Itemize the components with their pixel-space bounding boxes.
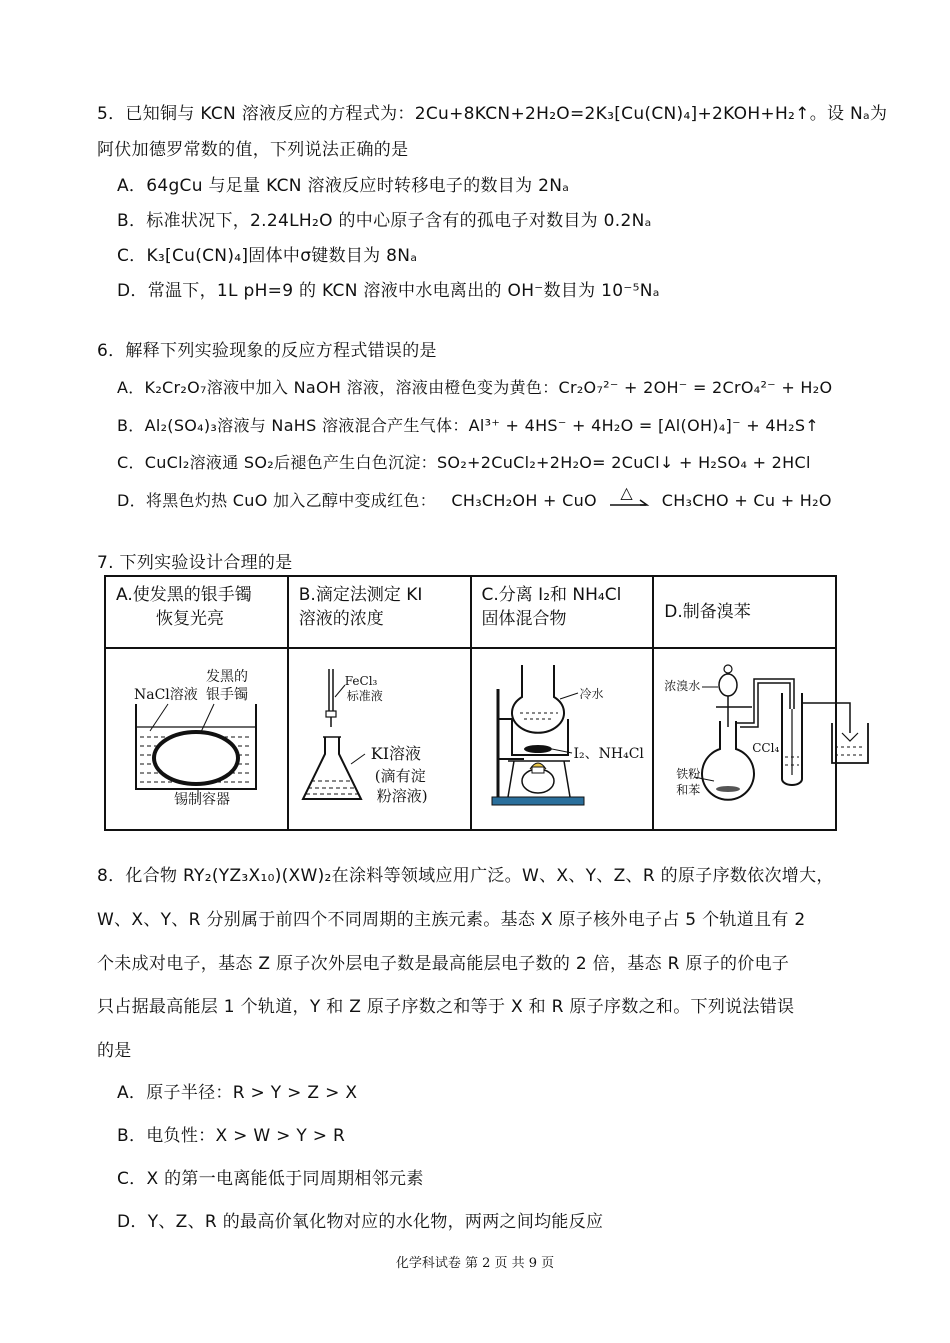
q8-option-a: A．原子半径：R > Y > Z > X [117,1083,358,1103]
label-tarnished-1: 发黑的 [206,669,248,685]
q8-option-c: C．X 的第一电离能低于同周期相邻元素 [117,1169,424,1189]
q7-header-d [653,576,836,648]
label-nacl: NaCl溶液 [134,687,198,703]
q7-figure-c [471,648,654,830]
q6-stem: 6．解释下列实验现象的反应方程式错误的是 [97,341,437,361]
label-tarnished-2: 银手镯 [206,687,248,703]
q7-figure-d [653,648,836,830]
q7-stem: 7. 下列实验设计合理的是 [97,553,293,573]
q5-option-b: B．标准状况下，2.24LH₂O 的中心原子含有的孤电子对数目为 0.2Nₐ [117,211,652,231]
label-tin-container: 锡制容器 [174,792,230,808]
q7-header-a-line2: 恢复光亮 [156,609,224,629]
q6-option-c: C．CuCl₂溶液通 SO₂后褪色产生白色沉淀：SO₂+2CuCl₂+2H₂O= 2CuCl↓ + H₂SO₄ + 2HCl [117,453,811,472]
q8-stem-line2: W、X、Y、R 分别属于前四个不同周期的主族元素。基态 X 原子核外电子占 5 个轨道且有 2 [97,910,806,930]
label-fecl3: FeCl₃ [344,674,378,688]
q7-figure-a [105,648,288,830]
label-ccl4: CCl₄ [752,741,780,755]
q7-figure-b [288,648,471,830]
label-iron-powder: 铁粉 [676,767,701,781]
q7-table [104,575,837,831]
label-ki-starch-1: (滴有淀 [374,767,426,785]
bromobenzene-figure [654,649,872,829]
q5-option-a: A．64gCu 与足量 KCN 溶液反应时转移电子的数目为 2Nₐ [117,176,570,196]
q5-option-c: C．K₃[Cu(CN)₄]固体中σ键数目为 8Nₐ [117,246,418,266]
q7-header-b-line2: 溶液的浓度 [298,609,384,629]
reaction-arrow [608,483,650,513]
q5-stem-line2: 阿伏加德罗常数的值，下列说法正确的是 [97,140,409,160]
q6-option-d-rhs: CH₃CHO + Cu + H₂O [661,491,832,510]
q6-option-b: B．Al₂(SO₄)₃溶液与 NaHS 溶液混合产生气体：Al³⁺ + 4HS⁻ + 4H₂O = [Al(OH)₄]⁻ + 4H₂S↑ [117,416,820,435]
page-footer: 化学科试卷 第 2 页 共 9 页 [395,1256,555,1271]
heating-symbol: △ [620,483,633,502]
q8-stem-line1: 8．化合物 RY₂(YZ₃X₁₀)(XW)₂在涂料等领域应用广泛。W、X、Y、Z、R 的原子序数依次增大， [97,866,834,886]
q6-option-a: A．K₂Cr₂O₇溶液中加入 NaOH 溶液，溶液由橙色变为黄色：Cr₂O₇²⁻ + 2OH⁻ = 2CrO₄²⁻ + H₂O [117,378,833,397]
q8-option-d: D．Y、Z、R 的最高价氧化物对应的水化物，两两之间均能反应 [117,1212,604,1232]
q6-option-d-lhs: CH₃CH₂OH + CuO [451,491,597,510]
label-i2-nh4cl: I₂、NH₄Cl [573,746,644,762]
label-cold-water: 冷水 [579,687,604,701]
q5-stem-line1: 5．已知铜与 KCN 溶液反应的方程式为：2Cu+8KCN+2H₂O=2K₃[Cu(CN)₄]+2KOH+H₂↑。设 Nₐ为 [97,104,888,124]
q8-option-b: B．电负性：X > W > Y > R [117,1126,346,1146]
q7-header-b-line1: B.滴定法测定 KI [298,585,423,605]
q7-header-a-line1: A.使发黑的银手镯 [116,585,252,605]
label-standard-solution: 标准液 [346,689,383,703]
q6-option-d-text: D．将黑色灼热 CuO 加入乙醇中变成红色： [117,491,436,510]
q5-option-d: D．常温下，1L pH=9 的 KCN 溶液中水电离出的 OH⁻数目为 10⁻⁵Nₐ [117,281,660,301]
q6-option-d [117,483,832,513]
q8-stem-line5: 的是 [97,1041,132,1061]
label-benzene: 和苯 [676,783,701,797]
label-bromine-water: 浓溴水 [664,679,701,693]
q7-header-c-line2: 固体混合物 [481,609,567,629]
label-ki-solution: KI溶液 [370,744,422,763]
q7-header-d-line1: D.制备溴苯 [664,602,751,622]
q7-header-a [105,576,288,648]
q7-header-c-line1: C.分离 I₂和 NH₄Cl [481,585,622,605]
q7-header-c [471,576,654,648]
q8-stem-line4: 只占据最高能层 1 个轨道，Y 和 Z 原子序数之和等于 X 和 R 原子序数之和。下列说法错误 [97,997,795,1017]
sublimation-figure [472,649,642,829]
q8-stem-line3: 个未成对电子，基态 Z 原子次外层电子数是最高能层电子数的 2 倍，基态 R 原子的价电子 [97,954,790,974]
label-ki-starch-2: 粉溶液) [376,787,428,805]
q7-header-b [288,576,471,648]
